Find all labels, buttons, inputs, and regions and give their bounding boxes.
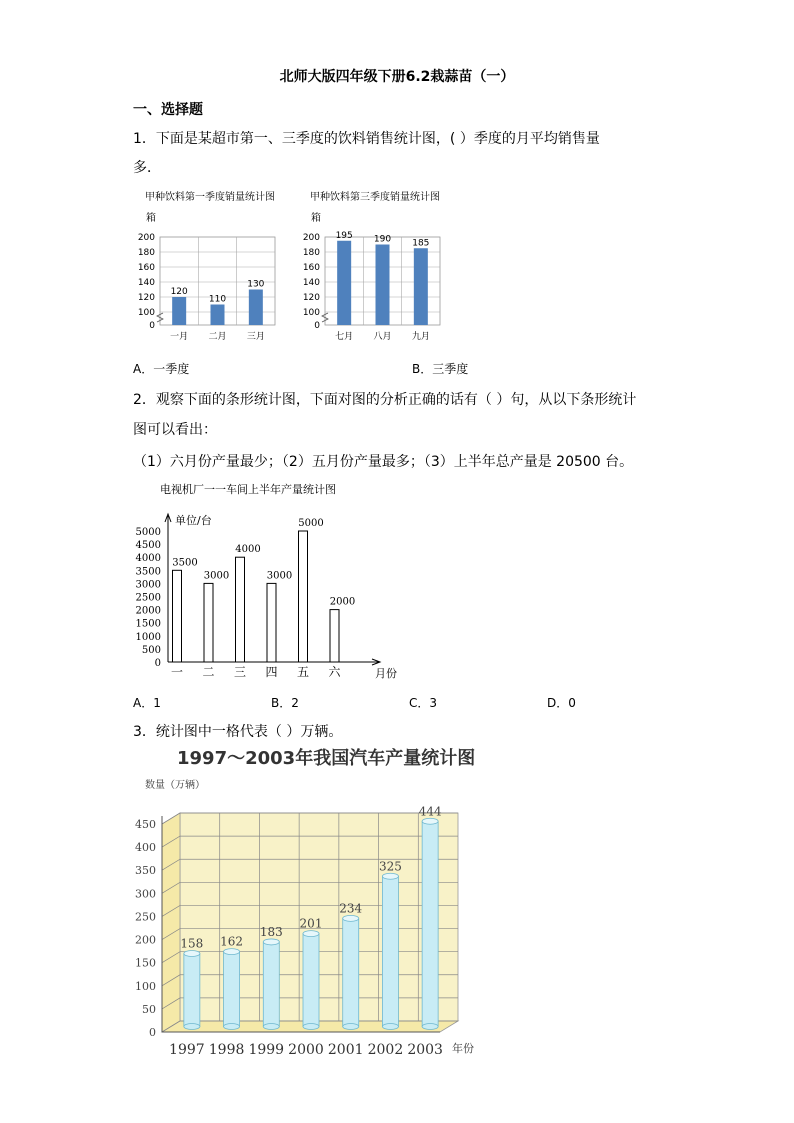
bar-base <box>422 1024 438 1030</box>
y-tick-label: 120 <box>137 293 155 303</box>
y-tick-label: 180 <box>137 248 155 258</box>
bar-value-label: 5000 <box>298 518 324 529</box>
bar-top <box>422 818 438 824</box>
chart-title: 1997～2003年我国汽车产量统计图 <box>177 748 476 769</box>
x-tick-label: 一月 <box>170 332 189 342</box>
bar-value-label: 2000 <box>329 596 356 608</box>
x-tick-label: 1997 <box>169 1042 205 1058</box>
bar <box>236 557 245 662</box>
x-tick-label: 三 <box>233 665 247 679</box>
bar <box>299 531 308 662</box>
bar-value-label: 130 <box>247 279 265 290</box>
bar <box>330 610 339 662</box>
bar <box>414 248 428 325</box>
bar-value-label: 110 <box>208 294 227 305</box>
y-tick-label: 4500 <box>135 540 161 552</box>
q2-option-d[interactable]: D．0 <box>547 696 576 710</box>
bar-base <box>303 1024 319 1030</box>
y-tick-label: 0 <box>149 1026 156 1039</box>
y-tick-label: 450 <box>135 818 156 831</box>
y-axis-label: 数量（万辆） <box>145 780 205 791</box>
bar-top <box>382 873 398 879</box>
bar-value-label: 4000 <box>235 544 261 556</box>
y-axis-label: 箱 <box>146 213 156 224</box>
y-tick-label: 200 <box>135 933 156 947</box>
x-tick-label: 四 <box>265 665 278 679</box>
q2-text-line1: 2．观察下面的条形统计图，下面对图的分析正确的话有（ ）句，从以下条形统计 <box>133 392 637 408</box>
q1-text-line2: 多． <box>133 160 161 176</box>
bar <box>267 583 276 662</box>
bar-base <box>382 1024 398 1030</box>
q2-text-line2: 图可以看出： <box>133 422 217 438</box>
bar <box>173 570 182 662</box>
bar-top <box>263 939 279 945</box>
x-tick-label: 1998 <box>208 1042 245 1058</box>
bar <box>422 821 438 1026</box>
q2-option-a[interactable]: A．1 <box>133 696 161 710</box>
x-tick-label: 2000 <box>288 1042 324 1058</box>
y-axis-label: 箱 <box>311 213 321 224</box>
bar-base <box>224 1024 240 1030</box>
y-tick-label: 160 <box>302 263 320 273</box>
y-tick-label: 0 <box>314 321 320 331</box>
y-tick-label: 160 <box>137 263 155 273</box>
chart-title: 电视机厂一一车间上半年产量统计图 <box>160 483 336 496</box>
bar-value-label: 325 <box>378 859 402 874</box>
bar <box>249 290 263 326</box>
axis-break <box>157 313 163 322</box>
y-tick-label: 3500 <box>135 566 161 578</box>
bar-value-label: 190 <box>373 234 392 245</box>
bar <box>343 918 359 1026</box>
bar-value-label: 3000 <box>203 570 230 582</box>
y-axis-label: 单位/台 <box>175 514 212 527</box>
x-tick-label: 2001 <box>327 1042 364 1058</box>
y-tick-label: 300 <box>135 887 156 901</box>
axis-break <box>322 313 328 322</box>
bar-value-label: 158 <box>180 936 204 951</box>
bar <box>376 245 390 326</box>
y-tick-label: 180 <box>302 248 320 258</box>
x-tick-label: 六 <box>328 665 341 679</box>
bar <box>382 876 398 1026</box>
y-tick-label: 120 <box>302 293 320 303</box>
y-tick-label: 0 <box>154 658 161 669</box>
x-tick-label: 二月 <box>208 332 227 342</box>
bar-top <box>224 949 240 955</box>
q2-option-b[interactable]: B．2 <box>271 696 299 710</box>
x-tick-label: 一 <box>170 665 184 679</box>
q1-option-b[interactable]: B．三季度 <box>412 362 469 376</box>
y-tick-label: 4000 <box>135 553 161 565</box>
bar-top <box>303 931 319 937</box>
bar-value-label: 444 <box>418 804 442 819</box>
bar-base <box>343 1024 359 1030</box>
chart-q3-car-production <box>135 742 490 1060</box>
bar <box>303 934 319 1027</box>
y-tick-label: 350 <box>135 864 156 878</box>
chart-q1-third-quarter <box>302 185 465 347</box>
y-tick-label: 3000 <box>135 579 161 591</box>
bar <box>184 953 200 1026</box>
y-tick-label: 5000 <box>135 527 161 538</box>
x-axis-label: 月份 <box>375 667 397 680</box>
bar <box>211 305 225 326</box>
y-tick-label: 1500 <box>135 618 161 630</box>
y-tick-label: 500 <box>141 644 161 656</box>
bar-top <box>184 950 200 956</box>
x-tick-label: 九月 <box>411 332 430 342</box>
x-tick-label: 八月 <box>373 332 392 342</box>
y-tick-label: 140 <box>137 278 155 288</box>
q2-statements: （1）六月份产量最少；（2）五月份产量最多；（3）上半年总产量是 20500 台。 <box>133 454 634 470</box>
chart-q2-tv-production <box>130 478 420 684</box>
q1-option-a[interactable]: A．一季度 <box>133 362 190 376</box>
y-tick-label: 100 <box>137 308 155 318</box>
bar <box>172 297 186 325</box>
bar-base <box>263 1024 279 1030</box>
bar-value-label: 201 <box>299 916 323 931</box>
y-tick-label: 100 <box>302 308 320 318</box>
x-tick-label: 2003 <box>407 1042 443 1058</box>
y-tick-label: 250 <box>135 910 156 924</box>
bar-value-label: 120 <box>170 287 188 297</box>
x-tick-label: 七月 <box>335 332 354 342</box>
y-tick-label: 2000 <box>135 605 161 617</box>
chart-title: 甲种饮料第三季度销量统计图 <box>310 192 440 203</box>
bar <box>337 241 351 325</box>
x-tick-label: 五 <box>296 665 310 679</box>
bar-value-label: 183 <box>259 924 283 939</box>
y-tick-label: 100 <box>135 979 156 993</box>
bar-value-label: 3000 <box>266 570 293 582</box>
chart-q1-first-quarter <box>137 185 300 347</box>
y-tick-label: 50 <box>142 1002 156 1016</box>
x-tick-label: 1999 <box>248 1042 285 1058</box>
q1-text-line1: 1．下面是某超市第一、三季度的饮料销售统计图，( ）季度的月平均销售量 <box>133 131 600 147</box>
y-tick-label: 140 <box>302 278 320 288</box>
y-tick-label: 200 <box>137 233 155 243</box>
bar-value-label: 185 <box>412 238 430 249</box>
bar <box>204 583 213 662</box>
bar <box>263 942 279 1027</box>
x-tick-label: 2002 <box>367 1042 404 1058</box>
x-tick-label: 三月 <box>246 332 265 342</box>
q3-text-line1: 3．统计图中一格代表（ ）万辆。 <box>133 724 343 740</box>
chart-title: 甲种饮料第一季度销量统计图 <box>145 192 275 203</box>
x-axis-label: 年份 <box>452 1042 474 1055</box>
q2-option-c[interactable]: C．3 <box>409 696 438 710</box>
y-tick-label: 1000 <box>135 631 161 643</box>
y-tick-label: 400 <box>135 841 156 855</box>
bar-base <box>184 1024 200 1030</box>
bar-value-label: 3500 <box>172 557 198 569</box>
y-tick-label: 200 <box>302 233 320 243</box>
bar <box>224 952 240 1027</box>
bar-value-label: 195 <box>335 230 353 241</box>
y-tick-label: 0 <box>149 321 155 331</box>
y-tick-label: 2500 <box>135 592 161 604</box>
section-heading: 一、选择题 <box>133 102 203 118</box>
bar-top <box>343 915 359 921</box>
y-tick-label: 150 <box>135 956 156 970</box>
document-title: 北师大版四年级下册6.2栽蒜苗（一） <box>279 69 515 85</box>
x-tick-label: 二 <box>202 665 215 679</box>
bar-value-label: 234 <box>339 901 363 916</box>
bar-value-label: 162 <box>220 934 244 949</box>
